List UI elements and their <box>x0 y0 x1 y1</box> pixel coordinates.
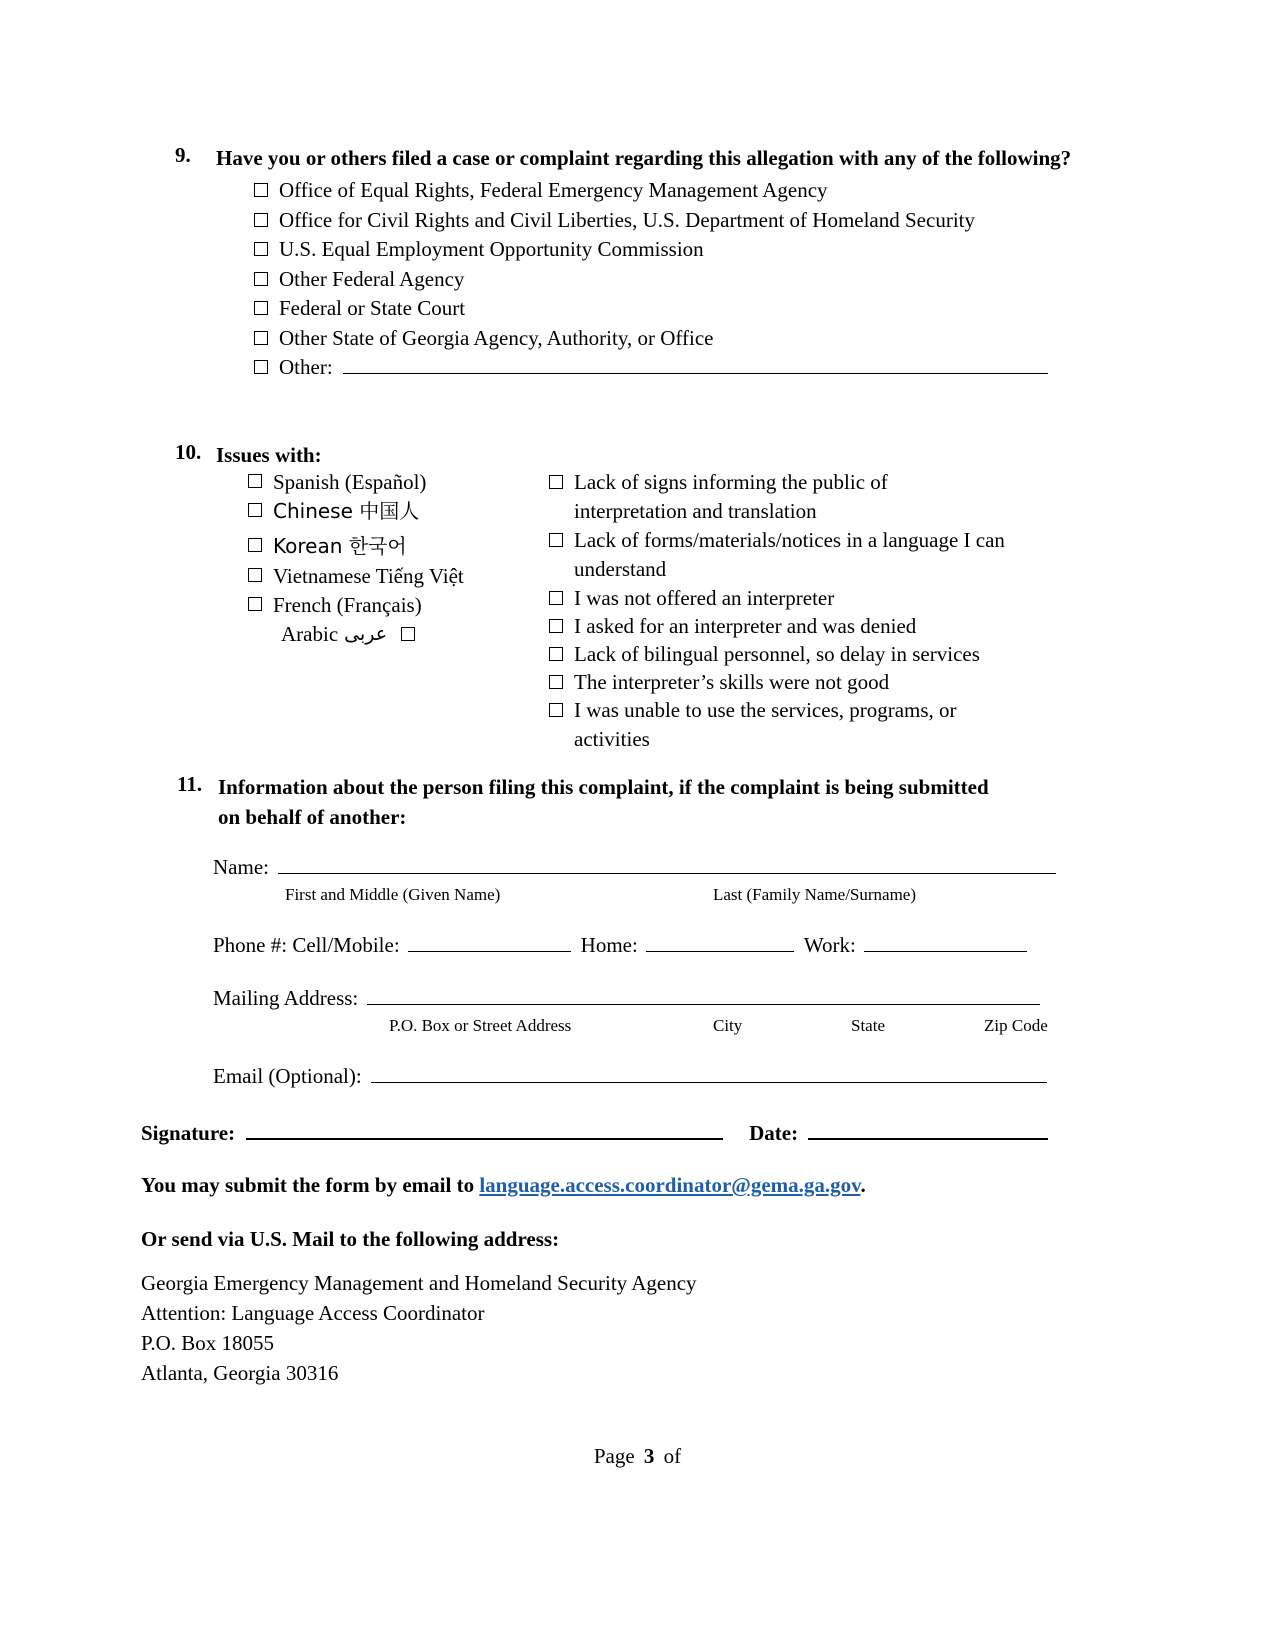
checkbox-other[interactable] <box>254 360 268 374</box>
checkbox-not-offered-interpreter[interactable] <box>549 591 563 605</box>
checkbox-row[interactable] <box>254 206 1075 236</box>
checkbox-federal-state-court[interactable] <box>254 301 268 315</box>
email-label: Email (Optional): <box>213 1064 362 1088</box>
checkbox-row[interactable] <box>254 294 1075 324</box>
checkbox-label: Other Federal Agency <box>279 266 465 291</box>
checkbox-asked-interpreter-denied[interactable] <box>549 619 563 633</box>
checkbox-other-georgia-agency[interactable] <box>254 331 268 345</box>
language-row[interactable] <box>248 532 548 560</box>
checkbox-label: Federal or State Court <box>279 296 466 320</box>
issue-row[interactable] <box>549 612 1059 640</box>
issue-label: Lack of signs informing the public of interpretation and translation <box>574 470 888 523</box>
language-row[interactable] <box>248 497 548 525</box>
question-9-block <box>175 143 1075 383</box>
mailing-address-block <box>141 1268 697 1388</box>
email-input[interactable] <box>371 1063 1047 1083</box>
issue-row[interactable] <box>549 668 1059 696</box>
checkbox-vietnamese[interactable] <box>248 568 262 582</box>
checkbox-office-civil-rights[interactable] <box>254 213 268 227</box>
email-link[interactable]: language.access.coordinator@gema.ga.gov <box>479 1173 861 1197</box>
mailing-caption-state: State <box>851 1016 885 1035</box>
mail-heading: Or send via U.S. Mail to the following address: <box>141 1227 560 1251</box>
other-text-input[interactable] <box>343 353 1048 374</box>
name-label: Name: <box>213 855 269 879</box>
mailing-caption-city: City <box>713 1016 743 1035</box>
phone-cell-input[interactable] <box>408 932 571 952</box>
question-10-language-column <box>248 468 548 648</box>
question-10-title: Issues with: <box>216 443 322 467</box>
address-line: Atlanta, Georgia 30316 <box>141 1361 339 1385</box>
question-9-title: Have you or others filed a case or complaint regarding this allegation with any of the following? <box>216 146 1072 170</box>
checkbox-label: Other: <box>279 355 333 379</box>
checkbox-label: Office for Civil Rights and Civil Liberties, U.S. Department of Homeland Security <box>279 207 975 232</box>
address-line: Georgia Emergency Management and Homeland Security Agency <box>141 1271 697 1295</box>
checkbox-row[interactable] <box>254 176 1075 206</box>
signature-input[interactable] <box>246 1118 723 1140</box>
question-11-title: Information about the person filing this complaint, if the complaint is being submitted on behalf of another: <box>218 775 989 829</box>
checkbox-row[interactable] <box>254 324 1075 354</box>
issue-label: Lack of forms/materials/notices in a language I can understand <box>574 528 1005 581</box>
checkbox-label: Other State of Georgia Agency, Authority, or Office <box>279 325 714 350</box>
issue-label: Lack of bilingual personnel, so delay in services <box>574 642 980 666</box>
checkbox-french[interactable] <box>248 597 262 611</box>
mailing-address-input[interactable] <box>367 985 1040 1005</box>
signature-label: Signature: <box>141 1121 236 1145</box>
date-input[interactable] <box>808 1118 1048 1140</box>
name-caption-last: Last (Family Name/Surname) <box>713 885 917 904</box>
name-caption-first: First and Middle (Given Name) <box>285 885 501 904</box>
language-row[interactable] <box>248 468 548 496</box>
checkbox-interpreter-skills[interactable] <box>549 675 563 689</box>
checkbox-arabic[interactable] <box>401 627 415 641</box>
address-line: P.O. Box 18055 <box>141 1331 275 1355</box>
issue-row[interactable] <box>549 468 1059 526</box>
mailing-caption-street: P.O. Box or Street Address <box>389 1016 572 1035</box>
checkbox-korean[interactable] <box>248 538 262 552</box>
mailing-address-label: Mailing Address: <box>213 986 359 1010</box>
issue-label: The interpreter’s skills were not good <box>574 670 890 694</box>
mailing-caption-zip: Zip Code <box>984 1016 1048 1035</box>
question-10-number: 10. <box>175 440 202 464</box>
name-field-row <box>213 854 1056 880</box>
question-10-issues-column <box>549 468 1059 754</box>
issue-row[interactable] <box>549 526 1059 584</box>
question-9-options <box>254 176 1075 383</box>
phone-home-label: Home: <box>580 933 638 957</box>
question-9-number: 9. <box>175 143 191 167</box>
footer-page-word: Page <box>593 1444 635 1468</box>
email-submission-period: . <box>860 1173 866 1197</box>
checkbox-spanish[interactable] <box>248 474 262 488</box>
issue-label: I was not offered an interpreter <box>574 586 835 610</box>
phone-field-row <box>213 932 1027 958</box>
checkbox-lack-of-signs[interactable] <box>549 475 563 489</box>
language-label: Chinese 中国人 <box>273 499 420 523</box>
footer-of-word: of <box>663 1444 682 1468</box>
language-label: French (Français) <box>273 593 422 617</box>
question-11-number: 11. <box>177 772 203 796</box>
address-line: Attention: Language Access Coordinator <box>141 1301 485 1325</box>
email-submission-intro: You may submit the form by email to <box>141 1173 480 1197</box>
phone-work-label: Work: <box>803 933 856 957</box>
language-label: Korean 한국어 <box>273 534 407 558</box>
language-label: Spanish (Español) <box>273 470 427 494</box>
language-label-arabic: Arabic <box>281 622 339 646</box>
checkbox-office-equal-rights[interactable] <box>254 183 268 197</box>
issue-label: I asked for an interpreter and was denied <box>574 614 917 638</box>
checkbox-unable-to-use-services[interactable] <box>549 703 563 717</box>
phone-home-input[interactable] <box>646 932 794 952</box>
email-field-row <box>213 1063 1047 1089</box>
page-footer <box>0 1444 1275 1469</box>
checkbox-other-federal-agency[interactable] <box>254 272 268 286</box>
issue-row[interactable] <box>549 640 1059 668</box>
issue-label: I was unable to use the services, programs, or activities <box>574 698 957 751</box>
signature-row <box>141 1118 1048 1146</box>
language-row-arabic[interactable] <box>281 620 548 648</box>
language-label: Vietnamese Tiếng Việt <box>273 564 464 588</box>
date-label: Date: <box>749 1121 799 1145</box>
language-row[interactable] <box>248 591 548 619</box>
checkbox-label: Office of Equal Rights, Federal Emergency Management Agency <box>279 178 828 202</box>
footer-page-number: 3 <box>643 1444 655 1468</box>
arabic-script-label: عربی <box>344 623 388 645</box>
question-11-block <box>177 772 1007 832</box>
language-row[interactable] <box>248 562 548 590</box>
checkbox-lack-bilingual-personnel[interactable] <box>549 647 563 661</box>
issue-row[interactable] <box>549 584 1059 612</box>
checkbox-lack-of-forms[interactable] <box>549 533 563 547</box>
issue-row[interactable] <box>549 696 1059 754</box>
name-input[interactable] <box>278 854 1056 874</box>
phone-cell-label: Phone #: Cell/Mobile: <box>213 933 400 957</box>
email-submission-line <box>141 1170 866 1200</box>
checkbox-eeoc[interactable] <box>254 242 268 256</box>
checkbox-row-other[interactable] <box>254 353 1075 383</box>
mailing-address-row <box>213 985 1040 1011</box>
checkbox-label: U.S. Equal Employment Opportunity Commission <box>279 237 704 261</box>
checkbox-chinese[interactable] <box>248 503 262 517</box>
phone-work-input[interactable] <box>864 932 1027 952</box>
checkbox-row[interactable] <box>254 235 1075 265</box>
question-10-block <box>175 440 1075 470</box>
checkbox-row[interactable] <box>254 265 1075 295</box>
